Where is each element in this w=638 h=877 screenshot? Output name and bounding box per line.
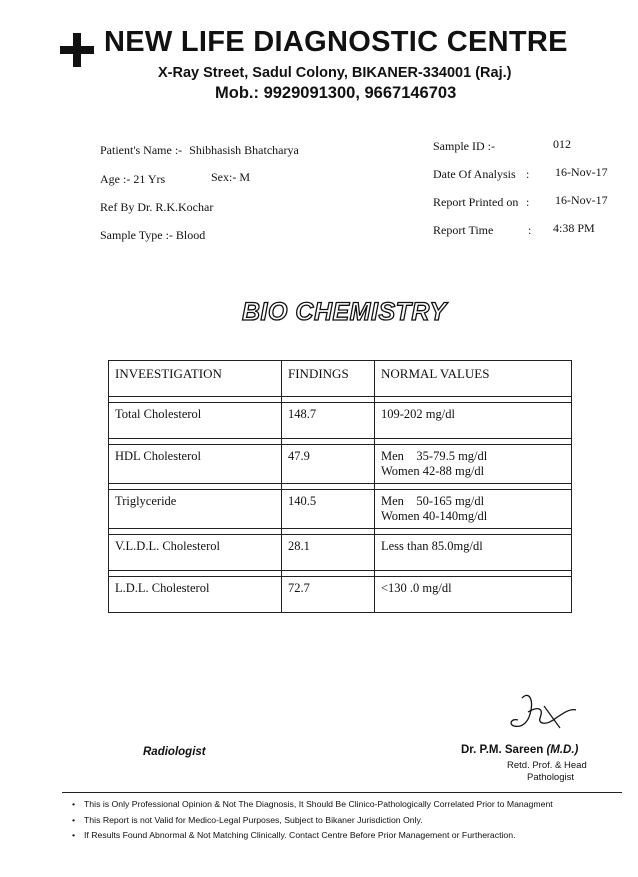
table-row: [109, 535, 572, 571]
report-time-label: Report Time: [433, 223, 494, 237]
sample-id: 012: [553, 137, 571, 151]
patient-name-row: [100, 143, 299, 158]
analysis-date: 16-Nov-17: [555, 165, 608, 179]
table-row: [109, 403, 572, 439]
sample-id-label: Sample ID :-: [433, 139, 495, 153]
printed-date: 16-Nov-17: [555, 193, 608, 207]
radiologist-label: Radiologist: [143, 746, 206, 758]
test-name: L.D.L. Cholesterol: [109, 577, 282, 613]
doctor-name-line: [461, 744, 578, 756]
header-investigation: INVEESTIGATION: [109, 361, 282, 397]
test-finding: 28.1: [282, 535, 375, 571]
header-normal-values: NORMAL VALUES: [375, 361, 572, 397]
test-finding: 148.7: [282, 403, 375, 439]
centre-mobile: Mob.: 9929091300, 9667146703: [215, 84, 457, 102]
ref-by: Ref By Dr. R.K.Kochar: [100, 200, 214, 214]
sample-type: Sample Type :- Blood: [100, 228, 206, 242]
patient-age: Age :- 21 Yrs: [100, 172, 166, 186]
test-normal: <130 .0 mg/dl: [375, 577, 572, 613]
doctor-role: Pathologist: [527, 772, 575, 783]
analysis-colon: :: [526, 167, 530, 181]
patient-sex: Sex:- M: [211, 170, 250, 184]
test-normal: Men 35-79.5 mg/dl Women 42-88 mg/dl: [375, 445, 572, 484]
time-colon: :: [528, 223, 532, 237]
disclaimer-item: • This is Only Professional Opinion & Not The Diagnosis, It Should Be Clinico-Pathologically Correlated Prior to Managment: [72, 797, 632, 813]
doctor-degree: (M.D.): [546, 744, 579, 756]
test-name: HDL Cholesterol: [109, 445, 282, 484]
test-finding: 47.9: [282, 445, 375, 484]
analysis-date-label: Date Of Analysis: [433, 167, 516, 181]
medical-cross-logo: [58, 30, 98, 70]
table-row: [109, 490, 572, 529]
doctor-title: Retd. Prof. & Head: [507, 760, 587, 771]
test-name: V.L.D.L. Cholesterol: [109, 535, 282, 571]
header-findings: FINDINGS: [282, 361, 375, 397]
centre-name: NEW LIFE DIAGNOSTIC CENTRE: [104, 26, 568, 58]
results-table: [108, 360, 572, 613]
test-finding: 72.7: [282, 577, 375, 613]
test-name: Total Cholesterol: [109, 403, 282, 439]
table-row: [109, 445, 572, 484]
disclaimer-list: [72, 797, 632, 844]
section-title: BIO CHEMISTRY: [242, 298, 447, 326]
report-time: 4:38 PM: [553, 221, 595, 235]
test-normal: 109-202 mg/dl: [375, 403, 572, 439]
printed-date-label: Report Printed on: [433, 195, 519, 209]
test-normal: Men 50-165 mg/dl Women 40-140mg/dl: [375, 490, 572, 529]
disclaimer-item: • If Results Found Abnormal & Not Matching Clinically. Contact Centre Before Prior Management or Furtheraction.: [72, 828, 632, 844]
disclaimer-item: • This Report is not Valid for Medico-Legal Purposes, Subject to Bikaner Jurisdiction Only.: [72, 813, 632, 829]
centre-address: X-Ray Street, Sadul Colony, BIKANER-334001 (Raj.): [158, 65, 512, 81]
doctor-name: Dr. P.M. Sareen: [461, 744, 544, 756]
patient-name: Shibhasish Bhatcharya: [189, 143, 299, 157]
footer-divider: [62, 792, 622, 793]
table-header-row: [109, 361, 572, 397]
printed-colon: :: [526, 195, 530, 209]
test-name: Triglyceride: [109, 490, 282, 529]
test-finding: 140.5: [282, 490, 375, 529]
patient-name-label: Patient's Name :-: [100, 143, 183, 157]
test-normal: Less than 85.0mg/dl: [375, 535, 572, 571]
table-row: [109, 577, 572, 613]
doctor-signature: [504, 688, 584, 738]
